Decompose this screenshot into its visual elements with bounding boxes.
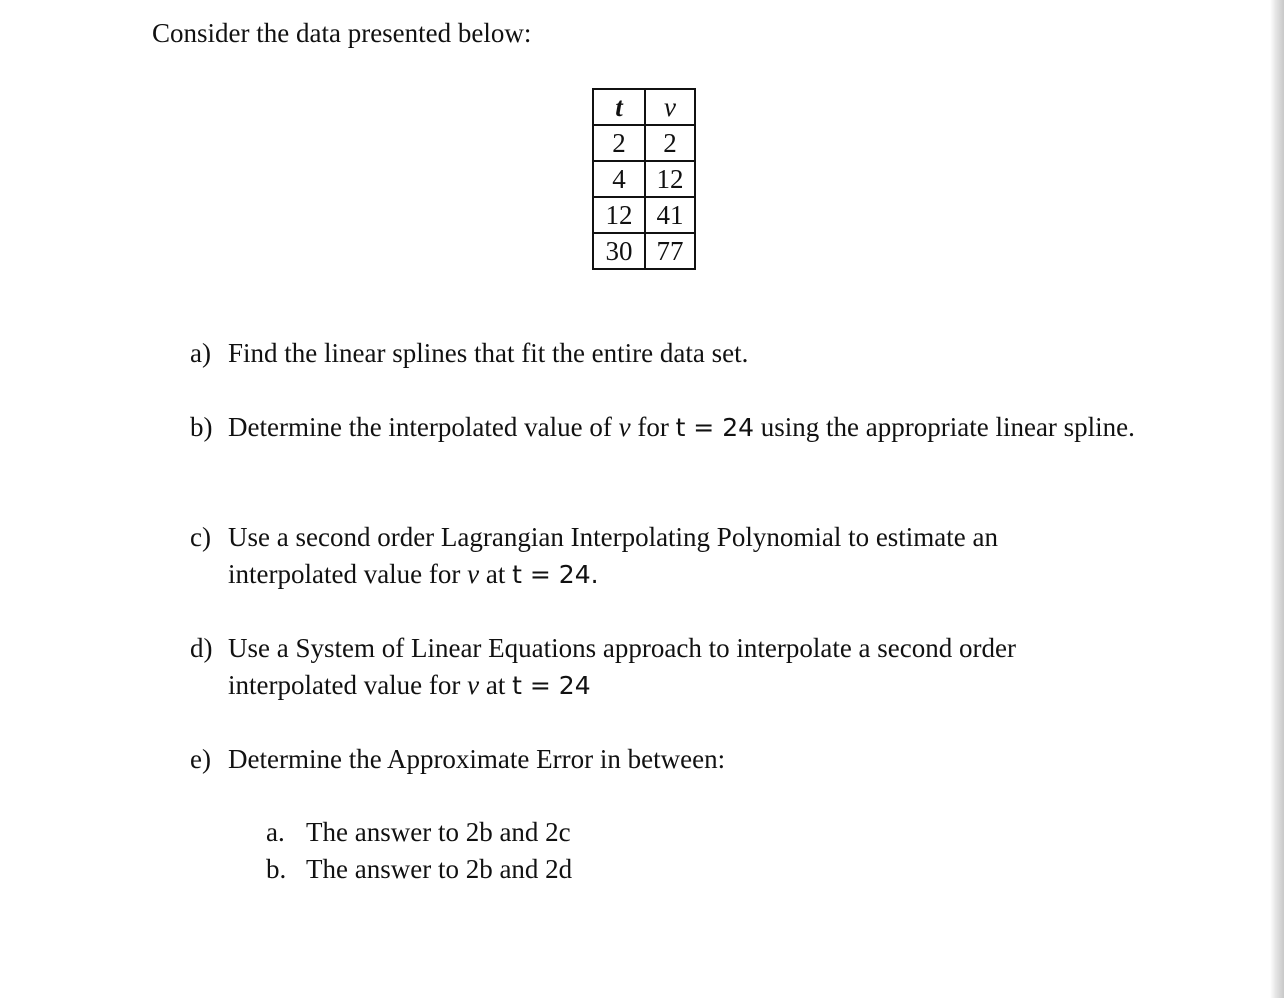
- table-row: [593, 233, 695, 269]
- question-text-pre: Determine the interpolated value of: [228, 412, 619, 442]
- question-text-mid: for: [630, 412, 676, 442]
- list-item: [266, 851, 572, 888]
- question-c: [190, 519, 1180, 593]
- list-item: [266, 814, 572, 851]
- sub-text: The answer to 2b and 2d: [306, 854, 573, 884]
- cell-v: 77: [645, 233, 695, 269]
- cell-t: 2: [593, 125, 645, 161]
- cell-v: 41: [645, 197, 695, 233]
- math-expression: t = 24.: [512, 560, 599, 589]
- cell-t: 4: [593, 161, 645, 197]
- sub-marker: a.: [266, 817, 285, 847]
- header-t: t: [593, 89, 645, 125]
- table-row: [593, 197, 695, 233]
- question-text: [228, 630, 1108, 704]
- variable-v: v: [467, 670, 480, 700]
- question-marker: b): [190, 412, 213, 442]
- sub-question-list: [266, 814, 572, 888]
- question-text-post: using the appropriate linear spline.: [754, 412, 1135, 442]
- question-text: Find the linear splines that fit the entire data set.: [228, 338, 749, 368]
- question-marker: c): [190, 522, 211, 552]
- table-header-row: [593, 89, 695, 125]
- question-text-mid: at: [479, 670, 513, 700]
- cell-v: 12: [645, 161, 695, 197]
- sub-text: The answer to 2b and 2c: [306, 817, 571, 847]
- data-table: [592, 88, 696, 270]
- question-text: Determine the Approximate Error in between:: [228, 744, 726, 774]
- math-expression: t = 24: [675, 413, 755, 442]
- question-marker: e): [190, 744, 211, 774]
- math-expression: t = 24: [512, 671, 591, 700]
- variable-v: v: [467, 559, 480, 589]
- cell-v: 2: [645, 125, 695, 161]
- cell-t: 12: [593, 197, 645, 233]
- question-b: [190, 409, 1180, 446]
- question-text-pre: Use a System of Linear Equations approach to interpolate a second order interpolated value for: [228, 633, 1016, 700]
- header-v: v: [645, 89, 695, 125]
- intro-text: Consider the data presented below:: [152, 18, 532, 48]
- question-marker: a): [190, 338, 211, 368]
- question-d: [190, 630, 1180, 704]
- question-text: [228, 409, 1180, 446]
- cell-t: 30: [593, 233, 645, 269]
- question-e: [190, 741, 1180, 778]
- table-row: [593, 125, 695, 161]
- question-text-pre: Use a second order Lagrangian Interpolating Polynomial to estimate an interpolated value for: [228, 522, 999, 589]
- question-a: [190, 335, 1180, 372]
- table-row: [593, 161, 695, 197]
- question-marker: d): [190, 633, 213, 663]
- question-text-mid: at: [479, 559, 513, 589]
- variable-v: v: [618, 412, 631, 442]
- page-edge-shadow: [1270, 0, 1284, 998]
- question-text: [228, 519, 1088, 593]
- sub-marker: b.: [266, 854, 287, 884]
